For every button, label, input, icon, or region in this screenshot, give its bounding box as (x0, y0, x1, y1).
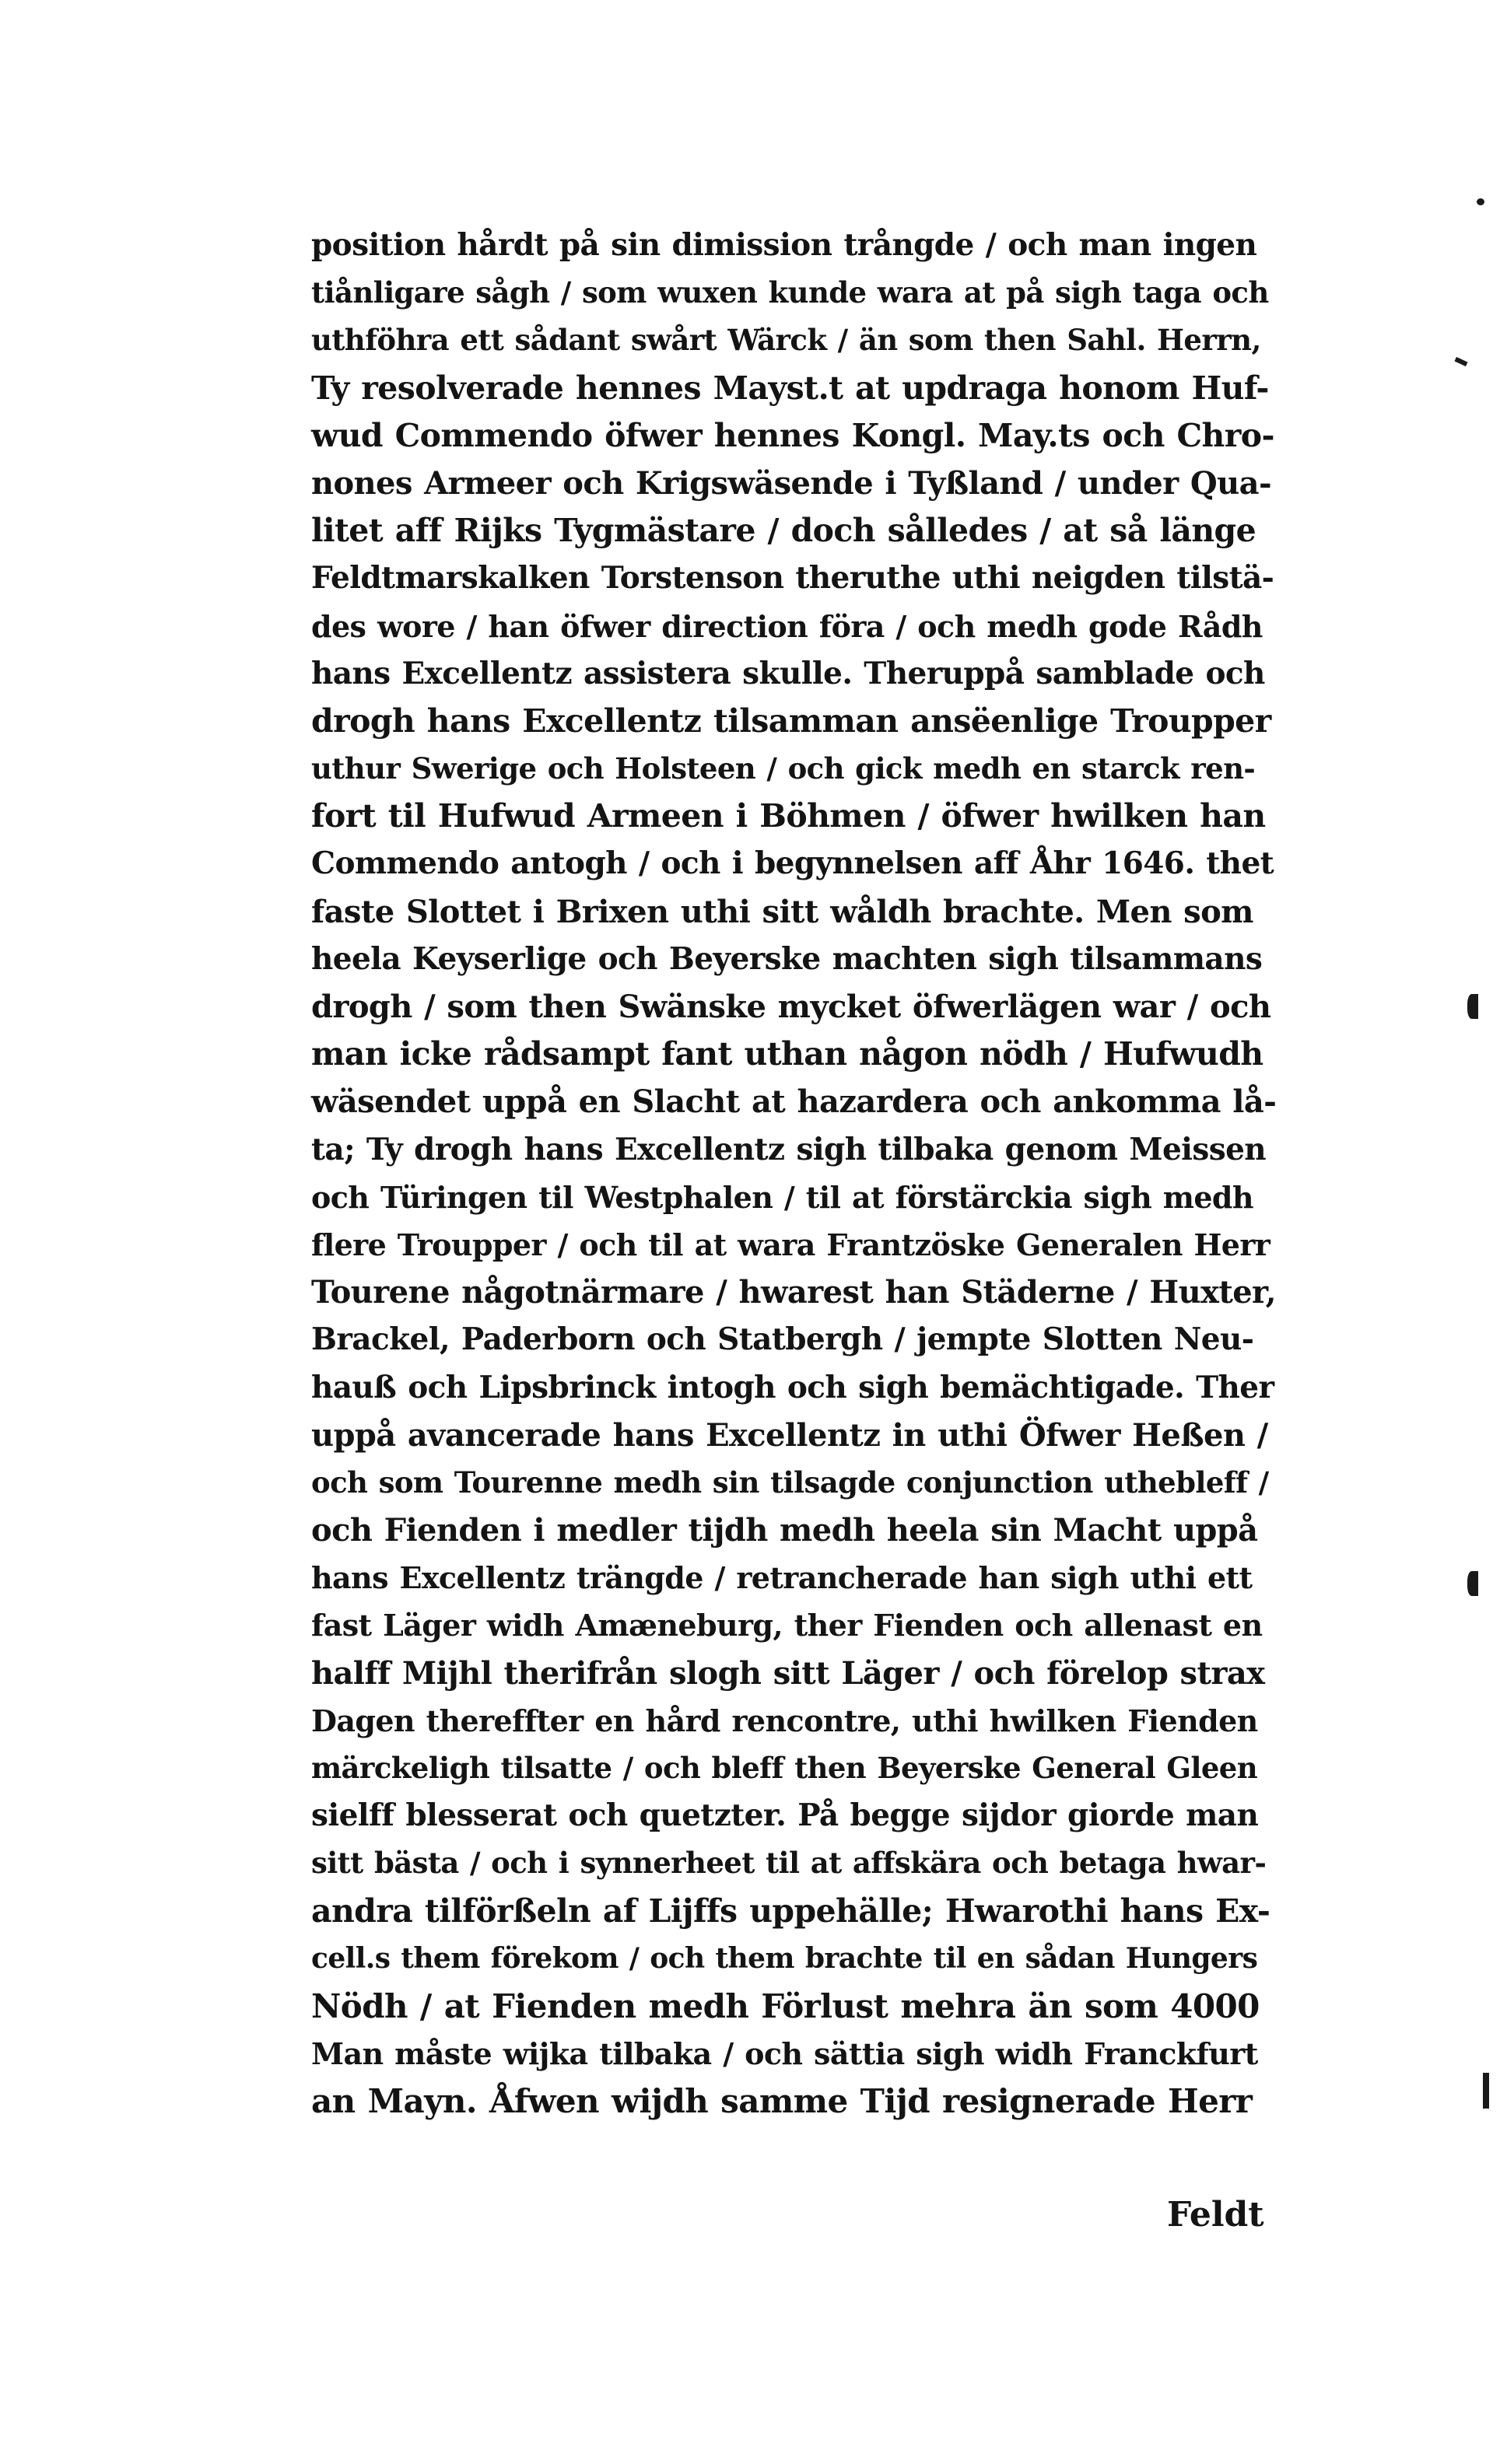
text-line: Brackel, Paderborn och Statbergh / jempte Slotten Neu- (311, 1321, 1254, 1358)
text-line: wäsendet uppå en Slacht at hazardera och ankomma lå- (311, 1083, 1277, 1121)
text-line: sitt bästa / och i synnerheet til at affskära och betaga hwar- (311, 1846, 1267, 1881)
text-line: uthur Swerige och Holsteen / och gick medh en starck ren- (311, 751, 1256, 786)
text-line: wud Commendo öfwer hennes Kongl. May.ts och Chro- (311, 416, 1274, 454)
text-line: flere Troupper / och til at wara Frantzöske Generalen Herr (311, 1227, 1270, 1262)
text-line: cell.s them förekom / och them brachte til en sådan Hungers (311, 1941, 1258, 1975)
text-line: drogh / som then Swänske mycket öfwerlägen war / och (311, 989, 1271, 1025)
text-line: Man måste wijka tilbaka / och sättia sigh widh Franckfurt (311, 2036, 1258, 2072)
text-line: faste Slottet i Brixen uthi sitt wåldh brachte. Men som (311, 893, 1253, 930)
page-text (311, 222, 1276, 2126)
text-line: fast Läger widh Amæneburg, ther Fienden och allenast en (311, 1608, 1263, 1643)
text-line: Dagen thereffter en hård rencontre, uthi hwilken Fienden (311, 1703, 1258, 1738)
text-line: des wore / han öfwer direction föra / och medh gode Rådh (311, 608, 1263, 644)
text-line: Commendo antogh / och i begynnelsen aff Åhr 1646. thet (311, 845, 1274, 882)
text-line: uppå avancerade hans Excellentz in uthi Öfwer Heßen / (311, 1416, 1268, 1454)
text-line: Feldtmarskalken Torstenson theruthe uthi neigden tilstä- (311, 560, 1274, 597)
text-line: ta; Ty drogh hans Excellentz sigh tilbaka genom Meissen (311, 1131, 1267, 1167)
margin-ink-dot (1477, 198, 1484, 205)
text-line: Ty resolverade hennes Mayst.t at updraga honom Huf- (311, 369, 1269, 407)
text-line: drogh hans Excellentz tilsamman ansëenlige Troupper (311, 702, 1271, 740)
text-line: fort til Hufwud Armeen i Böhmen / öfwer hwilken han (311, 797, 1266, 835)
text-line: an Mayn. Åfwen wijdh samme Tijd resignerade Herr (311, 2082, 1253, 2121)
text-line: heela Keyserlige och Beyerske machten sigh tilsammans (311, 940, 1263, 977)
catchword: Feldt (1167, 2195, 1264, 2235)
text-line: och Türingen til Westphalen / til at förstärckia sigh medh (311, 1179, 1253, 1215)
text-line: märckeligh tilsatte / och bleff then Beyerske General Gleen (311, 1751, 1258, 1785)
text-line: och Fienden i medler tijdh medh heela sin Macht uppå (311, 1512, 1258, 1549)
text-line: halff Mijhl therifrån slogh sitt Läger / och förelop strax (311, 1654, 1265, 1692)
text-line: uthföhra ett sådant swårt Wärck / än som then Sahl. Herrn, (311, 323, 1261, 358)
text-line: hans Excellentz trängde / retrancherade han sigh uthi ett (311, 1560, 1253, 1596)
text-line: Nödh / at Fienden medh Förlust mehra än som 4000 (311, 1986, 1260, 2025)
text-line: andra tilförßeln af Lijffs uppehälle; Hwarothi hans Ex- (311, 1892, 1270, 1930)
text-line: och som Tourenne medh sin tilsagde conjunction uthebleff / (311, 1465, 1269, 1500)
text-line: man icke rådsampt fant uthan någon nödh / Hufwudh (311, 1035, 1263, 1073)
text-line: sielff blesserat och quetzter. På begge sijdor giorde man (311, 1797, 1259, 1834)
margin-bleed-mark (1467, 994, 1478, 1019)
text-line: Tourene någotnärmare / hwarest han Städerne / Huxter, (311, 1274, 1276, 1311)
text-line: tiånligare sågh / som wuxen kunde wara at på sigh taga och (311, 275, 1269, 310)
text-line: litet aff Rijks Tygmästare / doch sålledes / at så länge (311, 512, 1256, 550)
text-line: hans Excellentz assistera skulle. Theruppå samblade och (311, 655, 1265, 691)
margin-bleed-mark (1467, 1571, 1478, 1596)
text-line: nones Armeer och Krigswäsende i Tyßland / under Qua- (311, 464, 1271, 502)
text-line: hauß och Lipsbrinck intogh och sigh bemächtigade. Ther (311, 1369, 1274, 1405)
margin-ink-tick (1454, 357, 1467, 366)
text-line: position hårdt på sin dimission trångde / och man ingen (311, 227, 1257, 263)
margin-bleed-mark (1483, 2073, 1489, 2109)
